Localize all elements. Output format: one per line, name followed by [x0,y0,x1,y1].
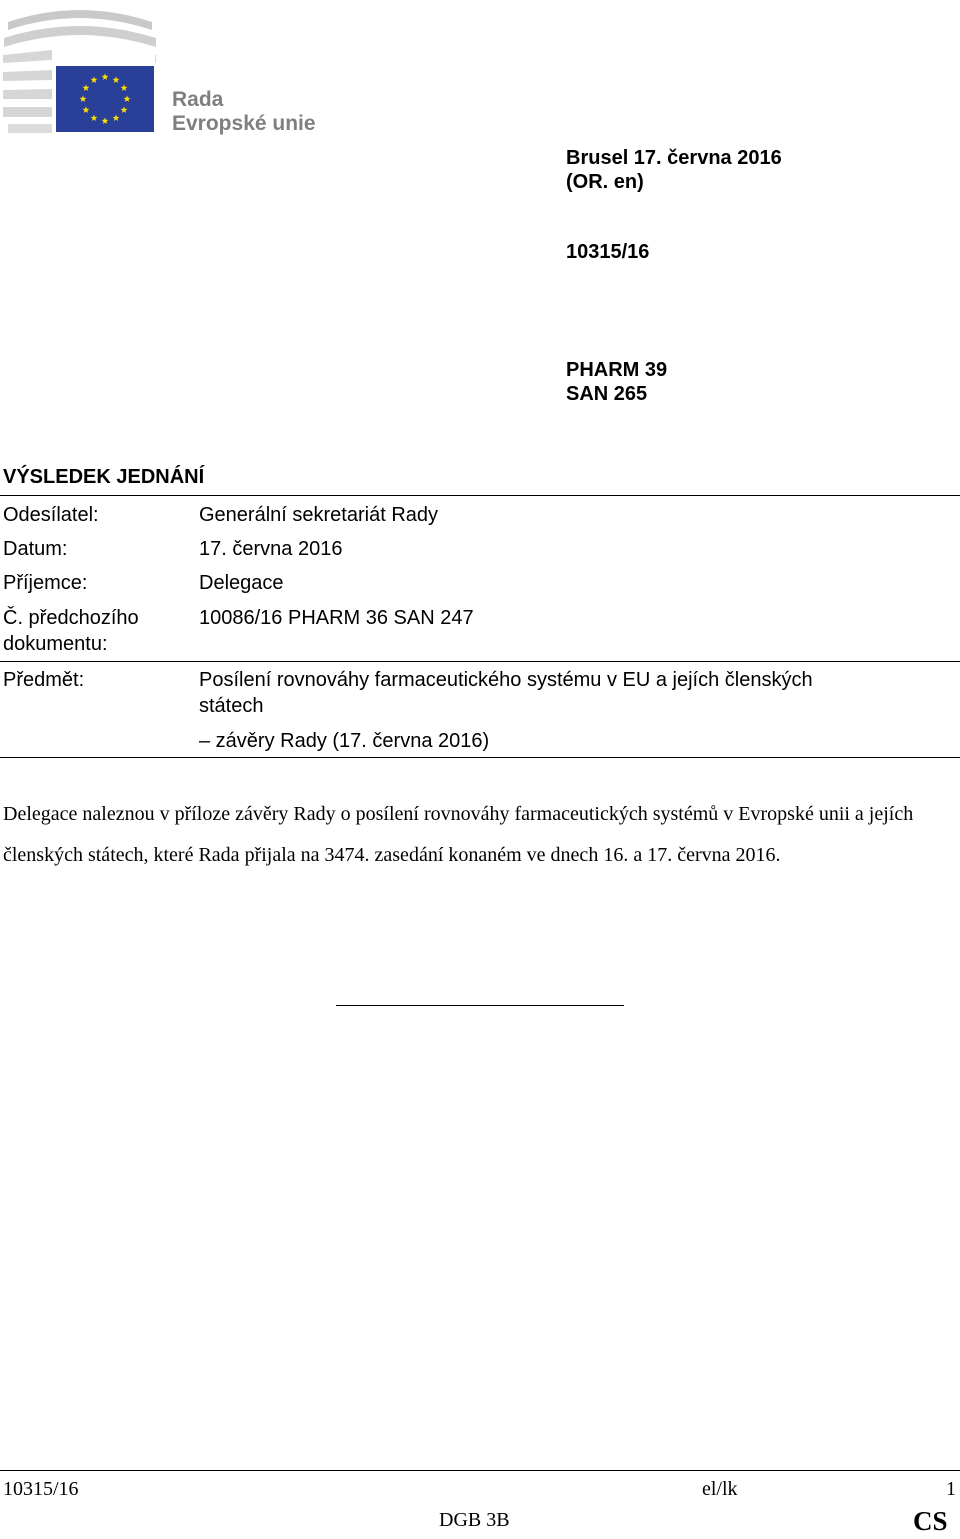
table-bottom-rule [0,757,960,758]
subject-value-line1: Posílení rovnováhy farmaceutického systému v EU a jejích členských [199,669,813,691]
footer-language-code: CS [913,1506,948,1536]
recipient-label: Příjemce: [3,572,88,594]
original-language: (OR. en) [566,171,644,193]
council-name-line1: Rada [172,88,224,111]
subject-value-line3: – závěry Rady (17. června 2016) [199,730,490,752]
eu-flag-icon [56,66,154,132]
date-value: 17. června 2016 [199,538,343,560]
sender-value: Generální sekretariát Rady [199,504,439,526]
body-paragraph: Delegace naleznou v příloze závěry Rady o posílení rovnováhy farmaceutických systémů v Evropské unii a jejích členských státech, které Rada přijala na 3474. zasedání konaném ve dnech 16. a 17. června 2016. [3,803,914,866]
recipient-value: Delegace [199,572,284,594]
previous-doc-value: 10086/16 PHARM 36 SAN 247 [199,607,474,629]
sender-label: Odesílatel: [3,504,99,526]
subject-label: Předmět: [3,669,85,691]
document-number: 10315/16 [566,241,650,263]
subject-value-line2: státech [199,695,264,717]
table-middle-rule [0,661,960,662]
table-top-rule [0,495,960,496]
date-label: Datum: [3,538,68,560]
footer-doc-number: 10315/16 [3,1478,79,1500]
outcome-title: VÝSLEDEK JEDNÁNÍ [3,466,205,488]
council-name [172,88,316,136]
footer-initials: el/lk [702,1478,738,1500]
footer-dgb: DGB 3B [439,1509,510,1531]
classification-code-2: SAN 265 [566,383,648,405]
closing-rule [336,1005,624,1006]
previous-doc-label-line1: Č. předchozího [3,607,139,629]
council-name-line2: Evropské unie [172,112,316,135]
previous-doc-label-line2: dokumentu: [3,633,108,655]
place-date: Brusel 17. června 2016 [566,147,782,169]
footer-rule [0,1470,960,1471]
classification-code-1: PHARM 39 [566,359,668,381]
footer-page-number: 1 [946,1478,956,1500]
